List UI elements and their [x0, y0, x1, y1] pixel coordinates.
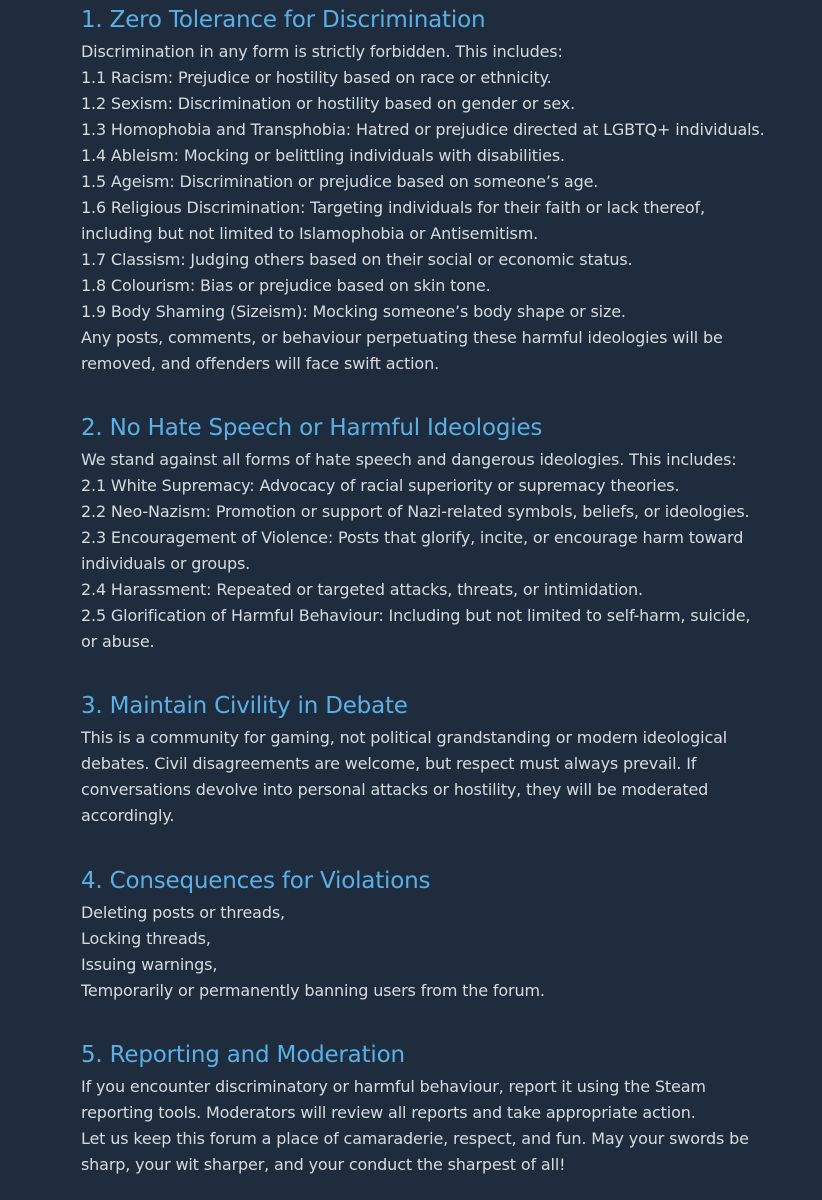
section-line: Deleting posts or threads, [81, 903, 285, 922]
section-heading: 1. Zero Tolerance for Discrimination [81, 7, 486, 33]
section-line: removed, and offenders will face swift action. [81, 354, 439, 373]
section-line: Issuing warnings, [81, 955, 218, 974]
section-line: 1.1 Racism: Prejudice or hostility based on race or ethnicity. [81, 68, 552, 87]
section-line: We stand against all forms of hate speech and dangerous ideologies. This includes: [81, 450, 737, 469]
section-line: 1.2 Sexism: Discrimination or hostility based on gender or sex. [81, 94, 576, 113]
section-line: This is a community for gaming, not political grandstanding or modern ideological [81, 728, 728, 747]
section-reporting [81, 1040, 810, 1178]
section-civility [81, 691, 810, 829]
section-line: 2.5 Glorification of Harmful Behaviour: Including but not limited to self-harm, suicide, [81, 606, 751, 625]
section-line: 1.5 Ageism: Discrimination or prejudice based on someone’s age. [81, 172, 599, 191]
section-line: 2.3 Encouragement of Violence: Posts that glorify, incite, or encourage harm toward [81, 528, 744, 547]
section-line: Discrimination in any form is strictly forbidden. This includes: [81, 42, 563, 61]
section-zero-tolerance [81, 5, 810, 377]
section-line: 2.4 Harassment: Repeated or targeted attacks, threats, or intimidation. [81, 580, 643, 599]
section-line: or abuse. [81, 632, 155, 651]
section-heading: 3. Maintain Civility in Debate [81, 693, 408, 719]
section-line: reporting tools. Moderators will review all reports and take appropriate action. [81, 1103, 696, 1122]
section-line: If you encounter discriminatory or harmful behaviour, report it using the Steam [81, 1077, 706, 1096]
section-no-hate-speech [81, 413, 810, 655]
section-line: conversations devolve into personal attacks or hostility, they will be moderated [81, 780, 709, 799]
section-line: sharp, your wit sharper, and your conduct the sharpest of all! [81, 1155, 566, 1174]
section-line: accordingly. [81, 806, 175, 825]
section-line: Temporarily or permanently banning users from the forum. [81, 981, 545, 1000]
section-heading: 4. Consequences for Violations [81, 868, 431, 894]
section-line: 1.7 Classism: Judging others based on their social or economic status. [81, 250, 633, 269]
section-line: 1.4 Ableism: Mocking or belittling individuals with disabilities. [81, 146, 565, 165]
section-line: 1.9 Body Shaming (Sizeism): Mocking someone’s body shape or size. [81, 302, 626, 321]
section-line: 2.1 White Supremacy: Advocacy of racial superiority or supremacy theories. [81, 476, 680, 495]
section-line: 2.2 Neo-Nazism: Promotion or support of Nazi-related symbols, beliefs, or ideologies. [81, 502, 750, 521]
section-heading: 5. Reporting and Moderation [81, 1042, 405, 1068]
section-consequences [81, 866, 810, 1004]
section-line: 1.6 Religious Discrimination: Targeting individuals for their faith or lack thereof, [81, 198, 705, 217]
section-line: debates. Civil disagreements are welcome, but respect must always prevail. If [81, 754, 697, 773]
section-heading: 2. No Hate Speech or Harmful Ideologies [81, 415, 543, 441]
section-line: Locking threads, [81, 929, 211, 948]
section-line: individuals or groups. [81, 554, 251, 573]
section-line: 1.3 Homophobia and Transphobia: Hatred or prejudice directed at LGBTQ+ individuals. [81, 120, 765, 139]
section-line: including but not limited to Islamophobia or Antisemitism. [81, 224, 539, 243]
section-line: Let us keep this forum a place of camaraderie, respect, and fun. May your swords be [81, 1129, 749, 1148]
section-line: Any posts, comments, or behaviour perpetuating these harmful ideologies will be [81, 328, 723, 347]
section-line: 1.8 Colourism: Bias or prejudice based on skin tone. [81, 276, 491, 295]
